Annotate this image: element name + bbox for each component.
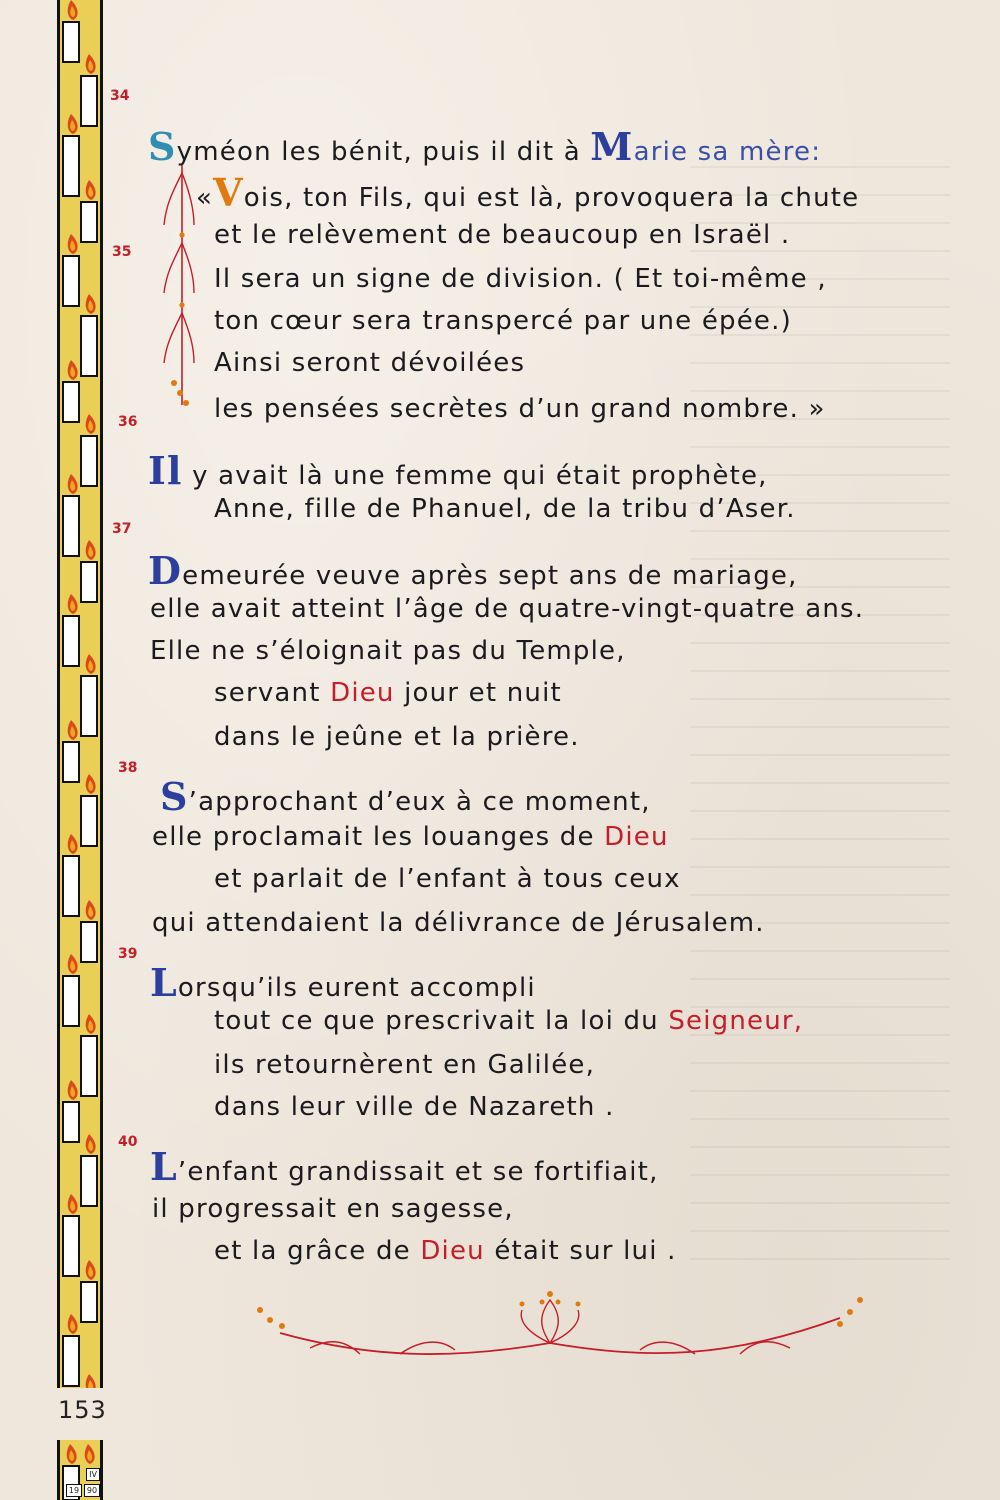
text-line [148, 448, 768, 493]
text-line: Ainsi seront dévoilées [214, 348, 526, 378]
year-mark-left: 19 [66, 1484, 82, 1497]
line-text: elle proclamait les louanges de [152, 822, 605, 852]
text-line: Anne, fille de Phanuel, de la tribu d’Aser. [214, 494, 796, 524]
candle-icon [81, 436, 97, 486]
verse-number: 34 [110, 88, 130, 104]
divine-name: Seigneur, [668, 1006, 804, 1036]
line-text: servant [214, 678, 331, 708]
candle-icon [81, 1156, 97, 1206]
text-line: et le relèvement de beaucoup en Israël . [214, 220, 791, 250]
candle-icon [63, 136, 79, 196]
year-mark-right: 90 [84, 1484, 100, 1497]
candle-icon [63, 22, 79, 62]
verse-number: 39 [118, 946, 138, 962]
text-line: Il sera un signe de division. ( Et toi-même , [214, 264, 827, 294]
text-line: qui attendaient la délivrance de Jérusalem. [152, 908, 765, 938]
text-line: il progressait en sagesse, [152, 1194, 514, 1224]
text-line: Elle ne s’éloignait pas du Temple, [150, 636, 626, 666]
line-text: yméon les bénit, puis il dit à [176, 137, 591, 167]
line-text: était sur lui . [484, 1236, 677, 1266]
line-text: emeurée veuve après sept ans de mariage, [182, 561, 798, 591]
text-line [196, 170, 859, 215]
candle-icon [81, 676, 97, 736]
name-text: arie sa mère: [633, 137, 822, 167]
drop-initial: S [148, 124, 177, 169]
candles-illustration [60, 0, 100, 1388]
verse-number: 35 [112, 244, 132, 260]
page-number: 153 [58, 1396, 107, 1424]
text-line [160, 774, 651, 819]
candle-icon [81, 796, 97, 846]
candle-icon [63, 856, 79, 916]
text-line [148, 124, 821, 169]
verse-number: 37 [112, 521, 132, 537]
text-line [214, 1006, 803, 1036]
line-text: ’approchant d’eux à ce moment, [188, 787, 651, 817]
line-text: ois, ton Fils, qui est là, provoquera la chute [243, 183, 860, 213]
candle-icon [81, 202, 97, 242]
quote-mark: « [196, 183, 214, 213]
text-line [150, 1144, 659, 1189]
candle-icon [81, 1036, 97, 1096]
candle-icon [63, 976, 79, 1026]
verse-number: 38 [118, 760, 138, 776]
candle-icon [63, 1102, 79, 1142]
drop-initial: L [150, 960, 178, 1005]
drop-initial: D [148, 548, 183, 593]
line-text: tout ce que prescrivait la loi du [214, 1006, 669, 1036]
candle-icon [63, 742, 79, 782]
text-line [152, 822, 669, 852]
candle-icon [81, 922, 97, 962]
candle-icon [63, 382, 79, 422]
text-line: et parlait de l’enfant à tous ceux [214, 864, 681, 894]
divine-name: Dieu [330, 678, 395, 708]
verse-number: 36 [118, 414, 138, 430]
marginal-vine-ornament [160, 165, 200, 415]
text-line: dans le jeûne et la prière. [214, 722, 580, 752]
text-line: ils retournèrent en Galilée, [214, 1050, 596, 1080]
line-text: jour et nuit [394, 678, 562, 708]
drop-initial: L [150, 1144, 178, 1189]
text-line: ton cœur sera transpercé par une épée.) [214, 306, 792, 336]
text-line: elle avait atteint l’âge de quatre-vingt-quatre ans. [150, 594, 865, 624]
candle-icon [63, 256, 79, 306]
divine-name: Dieu [420, 1236, 485, 1266]
candle-border [57, 0, 103, 1388]
line-text: ’enfant grandissait et se fortifiait, [177, 1157, 659, 1187]
line-text: et la grâce de [214, 1236, 421, 1266]
candle-icon [81, 316, 97, 376]
line-text: y avait là une femme qui était prophète, [182, 461, 768, 491]
name-initial: M [590, 124, 634, 169]
candle-icon [81, 562, 97, 602]
floral-tailpiece-ornament [250, 1288, 870, 1378]
text-line: dans leur ville de Nazareth . [214, 1092, 615, 1122]
drop-initial: S [160, 774, 189, 819]
text-line: les pensées secrètes d’un grand nombre. » [214, 394, 826, 424]
year-mark [62, 1468, 100, 1498]
candle-icon [63, 1336, 79, 1386]
candle-icon [63, 496, 79, 556]
candle-icon [81, 76, 97, 126]
text-line [150, 960, 536, 1005]
verse-number: 40 [118, 1134, 138, 1150]
candle-icon [63, 1216, 79, 1276]
candle-icon [81, 1282, 97, 1322]
line-text: orsqu’ils eurent accompli [177, 973, 536, 1003]
candle-icon [63, 616, 79, 666]
text-line [214, 678, 562, 708]
year-mark-top: IV [86, 1468, 100, 1481]
text-line [148, 548, 798, 593]
drop-initial: Il [148, 448, 183, 493]
drop-initial: V [213, 170, 244, 215]
text-line [214, 1236, 677, 1266]
divine-name: Dieu [604, 822, 669, 852]
